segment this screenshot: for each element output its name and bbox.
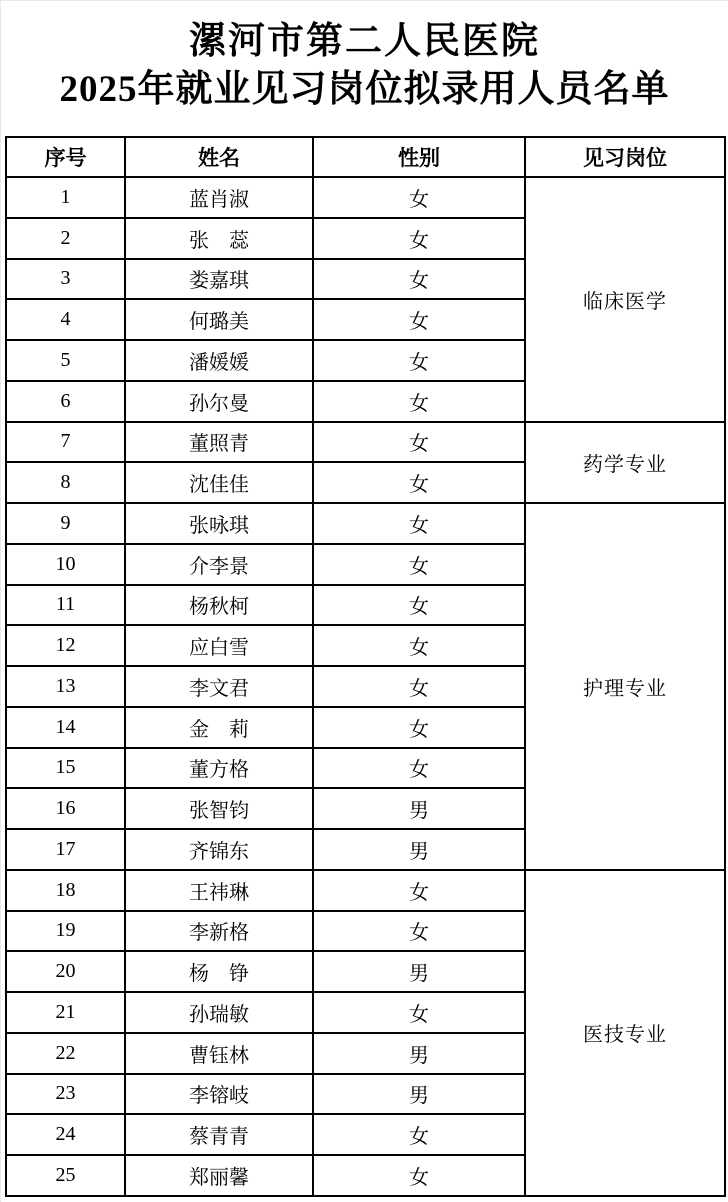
table-header-row — [6, 137, 725, 177]
name-cell: 李镕岐 — [125, 1074, 313, 1115]
name-cell: 沈佳佳 — [125, 462, 313, 503]
seq-cell: 21 — [6, 992, 125, 1033]
seq-cell: 10 — [6, 544, 125, 585]
gender-cell: 女 — [313, 666, 525, 707]
seq-cell: 7 — [6, 422, 125, 463]
gender-cell: 女 — [313, 503, 525, 544]
name-cell: 金 莉 — [125, 707, 313, 748]
seq-cell: 16 — [6, 788, 125, 829]
gender-cell: 女 — [313, 748, 525, 789]
header-seq: 序号 — [6, 137, 125, 177]
table-row — [6, 503, 725, 544]
gender-cell: 女 — [313, 544, 525, 585]
table-row — [6, 177, 725, 218]
gender-cell: 女 — [313, 992, 525, 1033]
seq-cell: 14 — [6, 707, 125, 748]
name-cell: 张智钧 — [125, 788, 313, 829]
name-cell: 潘媛媛 — [125, 340, 313, 381]
gender-cell: 女 — [313, 1155, 525, 1196]
name-cell: 何璐美 — [125, 299, 313, 340]
position-cell-nursing: 护理专业 — [525, 503, 725, 870]
gender-cell: 女 — [313, 177, 525, 218]
header-name: 姓名 — [125, 137, 313, 177]
seq-cell: 23 — [6, 1074, 125, 1115]
seq-cell: 13 — [6, 666, 125, 707]
seq-cell: 25 — [6, 1155, 125, 1196]
seq-cell: 4 — [6, 299, 125, 340]
name-cell: 孙尔曼 — [125, 381, 313, 422]
seq-cell: 8 — [6, 462, 125, 503]
name-cell: 应白雪 — [125, 625, 313, 666]
gender-cell: 女 — [313, 911, 525, 952]
name-cell: 董照青 — [125, 422, 313, 463]
position-cell-medtech: 医技专业 — [525, 870, 725, 1196]
seq-cell: 11 — [6, 585, 125, 626]
seq-cell: 5 — [6, 340, 125, 381]
gender-cell: 女 — [313, 585, 525, 626]
gender-cell: 女 — [313, 625, 525, 666]
name-cell: 郑丽馨 — [125, 1155, 313, 1196]
gender-cell: 男 — [313, 788, 525, 829]
seq-cell: 12 — [6, 625, 125, 666]
name-cell: 蔡青青 — [125, 1114, 313, 1155]
name-cell: 王祎琳 — [125, 870, 313, 911]
seq-cell: 2 — [6, 218, 125, 259]
name-cell: 张咏琪 — [125, 503, 313, 544]
name-cell: 杨 铮 — [125, 951, 313, 992]
header-gender: 性别 — [313, 137, 525, 177]
roster-table — [5, 136, 726, 1197]
header-position: 见习岗位 — [525, 137, 725, 177]
gender-cell: 女 — [313, 259, 525, 300]
gender-cell: 女 — [313, 1114, 525, 1155]
gender-cell: 女 — [313, 340, 525, 381]
seq-cell: 9 — [6, 503, 125, 544]
name-cell: 孙瑞敏 — [125, 992, 313, 1033]
gender-cell: 男 — [313, 951, 525, 992]
name-cell: 介李景 — [125, 544, 313, 585]
seq-cell: 20 — [6, 951, 125, 992]
position-cell-pharmacy: 药学专业 — [525, 422, 725, 504]
gender-cell: 男 — [313, 829, 525, 870]
title-list-name: 2025年就业见习岗位拟录用人员名单 — [59, 69, 670, 110]
table-row — [6, 422, 725, 463]
name-cell: 曹钰林 — [125, 1033, 313, 1074]
name-cell: 李新格 — [125, 911, 313, 952]
table-row — [6, 870, 725, 911]
gender-cell: 女 — [313, 381, 525, 422]
name-cell: 杨秋柯 — [125, 585, 313, 626]
name-cell: 李文君 — [125, 666, 313, 707]
name-cell: 董方格 — [125, 748, 313, 789]
gender-cell: 女 — [313, 422, 525, 463]
name-cell: 娄嘉琪 — [125, 259, 313, 300]
document-title — [1, 19, 728, 115]
seq-cell: 22 — [6, 1033, 125, 1074]
gender-cell: 女 — [313, 870, 525, 911]
seq-cell: 6 — [6, 381, 125, 422]
gender-cell: 女 — [313, 218, 525, 259]
position-cell-clinical: 临床医学 — [525, 177, 725, 422]
gender-cell: 男 — [313, 1033, 525, 1074]
seq-cell: 19 — [6, 911, 125, 952]
title-hospital-name: 漯河市第二人民医院 — [189, 21, 540, 62]
gender-cell: 女 — [313, 299, 525, 340]
name-cell: 蓝肖淑 — [125, 177, 313, 218]
seq-cell: 17 — [6, 829, 125, 870]
seq-cell: 1 — [6, 177, 125, 218]
seq-cell: 3 — [6, 259, 125, 300]
seq-cell: 18 — [6, 870, 125, 911]
gender-cell: 女 — [313, 462, 525, 503]
name-cell: 张 蕊 — [125, 218, 313, 259]
seq-cell: 24 — [6, 1114, 125, 1155]
name-cell: 齐锦东 — [125, 829, 313, 870]
gender-cell: 女 — [313, 707, 525, 748]
seq-cell: 15 — [6, 748, 125, 789]
gender-cell: 男 — [313, 1074, 525, 1115]
